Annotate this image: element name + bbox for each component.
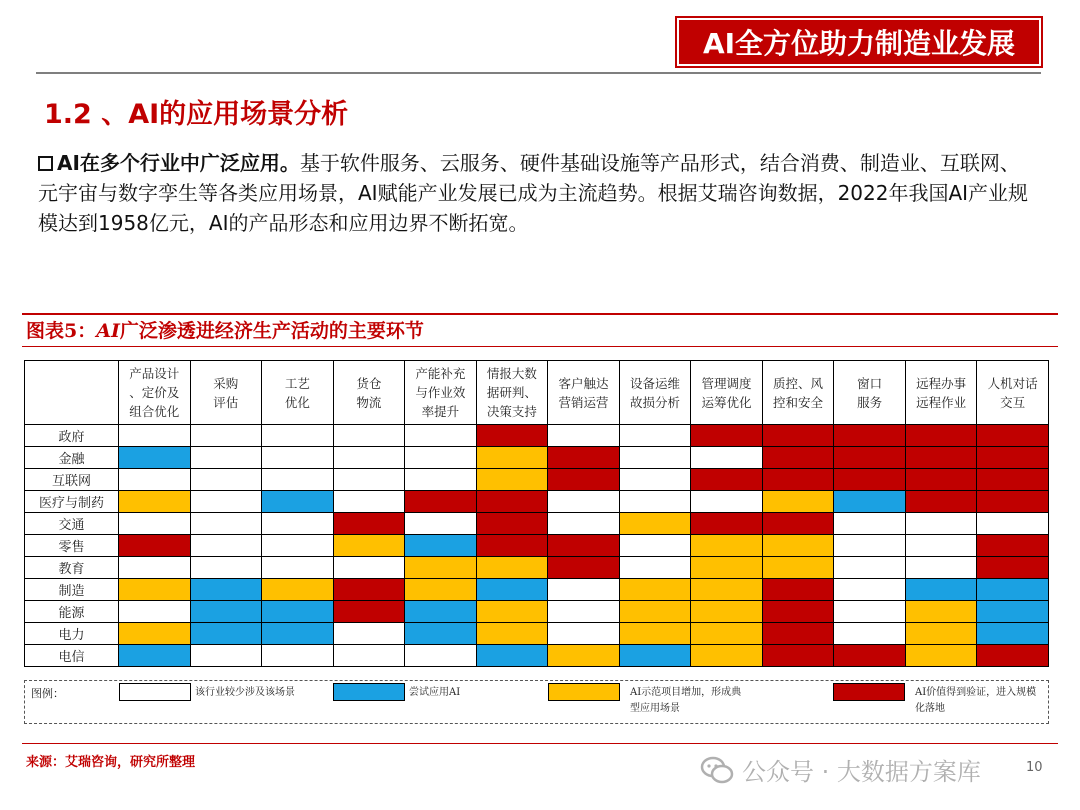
row-label: 互联网	[25, 469, 119, 491]
column-header: 设备运维 故损分析	[619, 361, 691, 425]
legend-swatch-red	[833, 683, 905, 701]
matrix-cell	[548, 491, 620, 513]
matrix-cell	[262, 557, 334, 579]
matrix-cell	[691, 447, 763, 469]
row-label: 制造	[25, 579, 119, 601]
column-header: 采购 评估	[190, 361, 262, 425]
matrix-cell	[119, 469, 191, 491]
table-row	[25, 601, 1049, 623]
matrix-cell	[333, 601, 405, 623]
matrix-cell	[977, 491, 1049, 513]
watermark	[700, 752, 981, 787]
legend-swatch-blue	[333, 683, 405, 701]
row-label: 教育	[25, 557, 119, 579]
matrix-cell	[190, 601, 262, 623]
matrix-cell	[691, 579, 763, 601]
matrix-cell	[262, 601, 334, 623]
matrix-cell	[834, 447, 906, 469]
matrix-cell	[619, 601, 691, 623]
matrix-cell	[405, 469, 477, 491]
matrix-cell	[333, 513, 405, 535]
matrix-cell	[119, 425, 191, 447]
matrix-cell	[119, 579, 191, 601]
table-row	[25, 535, 1049, 557]
row-label: 电力	[25, 623, 119, 645]
table-row	[25, 447, 1049, 469]
figure-bottom-rule	[22, 743, 1058, 744]
matrix-cell	[762, 623, 834, 645]
matrix-cell	[333, 579, 405, 601]
matrix-cell	[119, 623, 191, 645]
wechat-icon	[700, 756, 734, 784]
matrix-cell	[905, 579, 977, 601]
matrix-cell	[476, 535, 548, 557]
matrix-cell	[548, 513, 620, 535]
row-label: 零售	[25, 535, 119, 557]
matrix-cell	[476, 601, 548, 623]
matrix-cell	[190, 623, 262, 645]
legend-text-red: AI价值得到验证，进入规模化落地	[915, 687, 1037, 714]
matrix-cell	[262, 535, 334, 557]
matrix-cell	[190, 469, 262, 491]
matrix-cell	[190, 557, 262, 579]
row-label: 能源	[25, 601, 119, 623]
figure-title-ai: AI	[96, 320, 120, 342]
matrix-cell	[977, 623, 1049, 645]
matrix-cell	[548, 601, 620, 623]
matrix-cell	[548, 579, 620, 601]
figure-title	[26, 316, 424, 343]
matrix-cell	[548, 469, 620, 491]
matrix-cell	[834, 645, 906, 667]
matrix-cell	[977, 645, 1049, 667]
column-header: 管理调度 运筹优化	[691, 361, 763, 425]
matrix-cell	[405, 579, 477, 601]
matrix-cell	[548, 447, 620, 469]
page-number: 10	[1026, 760, 1043, 775]
table-row	[25, 491, 1049, 513]
matrix-cell	[691, 601, 763, 623]
matrix-cell	[619, 425, 691, 447]
matrix-cell	[905, 491, 977, 513]
matrix-cell	[691, 513, 763, 535]
matrix-cell	[262, 645, 334, 667]
matrix-cell	[905, 623, 977, 645]
row-label: 医疗与制药	[25, 491, 119, 513]
matrix-cell	[691, 491, 763, 513]
matrix-cell	[262, 513, 334, 535]
matrix-cell	[476, 513, 548, 535]
matrix-cell	[619, 623, 691, 645]
matrix-cell	[262, 469, 334, 491]
header-divider	[36, 72, 1041, 74]
matrix-cell	[333, 469, 405, 491]
table-row	[25, 469, 1049, 491]
matrix-cell	[119, 513, 191, 535]
matrix-cell	[548, 425, 620, 447]
matrix-cell	[333, 447, 405, 469]
matrix-cell	[405, 447, 477, 469]
row-label: 金融	[25, 447, 119, 469]
matrix-cell	[905, 557, 977, 579]
column-header: 窗口 服务	[834, 361, 906, 425]
legend-text-blue: 尝试应用AI	[409, 687, 461, 698]
matrix-corner	[25, 361, 119, 425]
matrix-cell	[834, 623, 906, 645]
watermark-text: 公众号 · 大数据方案库	[742, 758, 981, 786]
matrix-cell	[333, 645, 405, 667]
matrix-cell	[333, 557, 405, 579]
matrix-cell	[834, 579, 906, 601]
matrix-cell	[262, 623, 334, 645]
matrix-cell	[762, 601, 834, 623]
matrix-cell	[905, 469, 977, 491]
column-header: 质控、风 控和安全	[762, 361, 834, 425]
table-row	[25, 425, 1049, 447]
header-badge: AI全方位助力制造业发展	[677, 18, 1041, 66]
matrix-cell	[405, 535, 477, 557]
table-row	[25, 645, 1049, 667]
matrix-cell	[905, 513, 977, 535]
matrix-cell	[262, 491, 334, 513]
legend-label: 图例：	[31, 687, 64, 700]
matrix-cell	[548, 535, 620, 557]
matrix-cell	[405, 491, 477, 513]
matrix-cell	[476, 557, 548, 579]
matrix-cell	[405, 645, 477, 667]
matrix-cell	[977, 535, 1049, 557]
figure-title-rest: 广泛渗透进经济生产活动的主要环节	[119, 320, 424, 342]
matrix-cell	[548, 557, 620, 579]
matrix-cell	[190, 645, 262, 667]
matrix-cell	[834, 469, 906, 491]
matrix-cell	[333, 535, 405, 557]
column-header: 人机对话 交互	[977, 361, 1049, 425]
matrix-cell	[262, 579, 334, 601]
matrix-cell	[119, 557, 191, 579]
matrix-cell	[405, 601, 477, 623]
matrix-cell	[548, 623, 620, 645]
row-label: 电信	[25, 645, 119, 667]
column-header: 产能补充 与作业效 率提升	[405, 361, 477, 425]
matrix-cell	[762, 535, 834, 557]
matrix-cell	[905, 645, 977, 667]
figure-title-prefix: 图表5：	[26, 320, 97, 342]
matrix-cell	[476, 579, 548, 601]
matrix-cell	[762, 425, 834, 447]
column-header: 货仓 物流	[333, 361, 405, 425]
matrix-cell	[619, 469, 691, 491]
matrix-cell	[977, 579, 1049, 601]
matrix-cell	[619, 491, 691, 513]
matrix-cell	[834, 491, 906, 513]
section-title: 1.2 、AI的应用场景分析	[44, 99, 349, 130]
matrix-cell	[762, 491, 834, 513]
legend	[24, 680, 1049, 724]
table-row	[25, 623, 1049, 645]
matrix-cell	[905, 535, 977, 557]
matrix-cell	[762, 469, 834, 491]
matrix-cell	[119, 645, 191, 667]
matrix-cell	[333, 623, 405, 645]
matrix-cell	[119, 491, 191, 513]
matrix-cell	[190, 535, 262, 557]
matrix-cell	[977, 513, 1049, 535]
matrix-cell	[405, 557, 477, 579]
matrix-cell	[190, 513, 262, 535]
legend-text-yellow: AI示范项目增加，形成典型应用场景	[630, 687, 742, 714]
matrix-cell	[190, 579, 262, 601]
matrix-cell	[476, 645, 548, 667]
figure-title-rule	[22, 346, 1058, 347]
matrix-cell	[548, 645, 620, 667]
table-row	[25, 557, 1049, 579]
matrix-cell	[476, 491, 548, 513]
checkbox-bullet-icon	[38, 156, 53, 171]
table-row	[25, 579, 1049, 601]
matrix-cell	[262, 447, 334, 469]
matrix-cell	[834, 601, 906, 623]
paragraph-lead: AI在多个行业中广泛应用。	[57, 151, 300, 175]
matrix-cell	[619, 645, 691, 667]
matrix-cell	[977, 601, 1049, 623]
column-header: 情报大数 据研判、 决策支持	[476, 361, 548, 425]
matrix-cell	[691, 557, 763, 579]
matrix-cell	[619, 513, 691, 535]
matrix-cell	[619, 447, 691, 469]
matrix-cell	[405, 513, 477, 535]
matrix-cell	[476, 447, 548, 469]
matrix-cell	[834, 535, 906, 557]
matrix-cell	[905, 447, 977, 469]
matrix-cell	[762, 447, 834, 469]
matrix-cell	[691, 425, 763, 447]
figure-top-rule	[22, 313, 1058, 315]
matrix-cell	[834, 513, 906, 535]
column-header: 客户触达 营销运营	[548, 361, 620, 425]
matrix-cell	[691, 645, 763, 667]
intro-paragraph	[38, 148, 1038, 238]
matrix-cell	[333, 491, 405, 513]
matrix-cell	[977, 557, 1049, 579]
matrix-cell	[619, 557, 691, 579]
matrix-cell	[619, 579, 691, 601]
matrix-body	[25, 425, 1049, 667]
matrix-cell	[619, 535, 691, 557]
matrix-cell	[262, 425, 334, 447]
matrix-cell	[977, 469, 1049, 491]
matrix-cell	[119, 601, 191, 623]
matrix-cell	[762, 557, 834, 579]
industry-scenario-matrix	[24, 360, 1049, 667]
legend-swatch-yellow	[548, 683, 620, 701]
matrix-cell	[476, 623, 548, 645]
column-header: 工艺 优化	[262, 361, 334, 425]
matrix-cell	[905, 601, 977, 623]
matrix-cell	[834, 425, 906, 447]
matrix-cell	[691, 469, 763, 491]
matrix-cell	[476, 469, 548, 491]
matrix-cell	[691, 535, 763, 557]
column-header: 远程办事 远程作业	[905, 361, 977, 425]
matrix-cell	[405, 623, 477, 645]
paragraph-body: 基于软件服务、云服务、硬件基础设施等产品形式，结合消费、制造业、互联网、元宇宙与数字孪生等各类应用场景，AI赋能产业发展已成为主流趋势。根据艾瑞咨询数据，2022年我国AI产业规模达到1958亿元，AI的产品形态和应用边界不断拓宽。	[38, 151, 1029, 235]
matrix-cell	[691, 623, 763, 645]
matrix-header-row	[25, 361, 1049, 425]
matrix-cell	[190, 491, 262, 513]
legend-text-white: 该行业较少涉及该场景	[195, 687, 295, 698]
matrix-cell	[762, 513, 834, 535]
matrix-cell	[834, 557, 906, 579]
legend-swatch-white	[119, 683, 191, 701]
matrix-cell	[977, 425, 1049, 447]
matrix-cell	[476, 425, 548, 447]
matrix-cell	[119, 447, 191, 469]
matrix-cell	[905, 425, 977, 447]
row-label: 政府	[25, 425, 119, 447]
matrix-cell	[762, 645, 834, 667]
matrix-cell	[333, 425, 405, 447]
matrix-cell	[119, 535, 191, 557]
source-note: 来源：艾瑞咨询，研究所整理	[26, 755, 196, 770]
matrix-cell	[977, 447, 1049, 469]
matrix-cell	[405, 425, 477, 447]
matrix-cell	[762, 579, 834, 601]
matrix-cell	[190, 447, 262, 469]
column-header: 产品设计 、定价及 组合优化	[119, 361, 191, 425]
row-label: 交通	[25, 513, 119, 535]
matrix-cell	[190, 425, 262, 447]
table-row	[25, 513, 1049, 535]
